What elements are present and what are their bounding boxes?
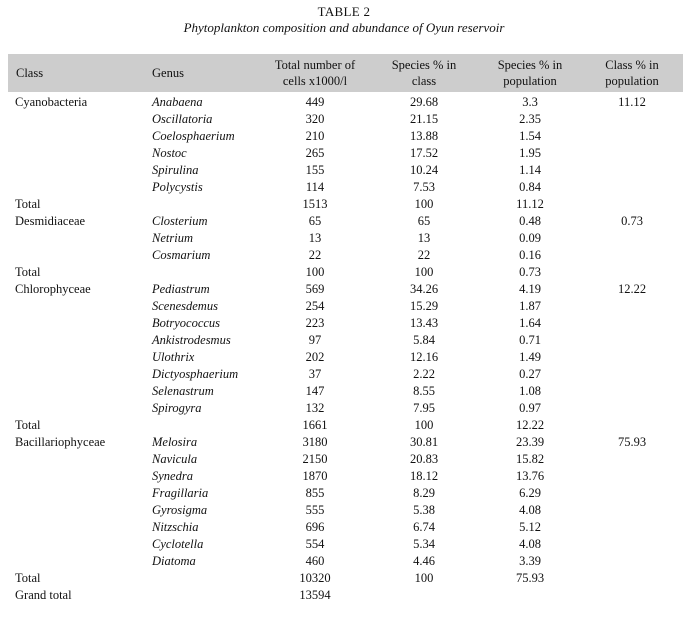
cell-genus: Polycystis: [152, 180, 203, 194]
cell-species-population: 0.73: [519, 265, 541, 279]
cell-species-class: 10.24: [409, 163, 439, 177]
cell-species-population: 1.08: [519, 384, 541, 398]
cell-class: Chlorophyceae: [15, 282, 91, 296]
cell-genus: Diatoma: [152, 554, 196, 568]
header-class-population-line1: Class % in: [605, 58, 659, 72]
cell-class-population: 11.12: [618, 95, 646, 109]
cell-species-population: 6.29: [519, 486, 541, 500]
cell-class: Total: [15, 418, 41, 432]
cell-species-class: 8.29: [413, 486, 435, 500]
cell-species-class: 100: [414, 418, 434, 432]
cell-genus: Ankistrodesmus: [152, 333, 231, 347]
header-total-cells-line1: Total number of: [274, 58, 356, 72]
table-row: [0, 162, 688, 179]
cell-species-population: 1.49: [519, 350, 541, 364]
cell-species-class: 13.88: [409, 129, 439, 143]
cell-genus: Coelosphaerium: [152, 129, 235, 143]
cell-total-cells: 223: [305, 316, 325, 330]
table-row: [0, 111, 688, 128]
cell-total-cells: 696: [305, 520, 325, 534]
cell-genus: Synedra: [152, 469, 193, 483]
table-row: [0, 349, 688, 366]
cell-total-cells: 1661: [302, 418, 328, 432]
cell-genus: Selenastrum: [152, 384, 214, 398]
cell-species-population: 4.08: [519, 503, 541, 517]
cell-species-class: 100: [414, 197, 434, 211]
cell-class-population: 0.73: [621, 214, 643, 228]
cell-total-cells: 555: [305, 503, 325, 517]
table-row: [0, 587, 688, 604]
cell-total-cells: 449: [305, 95, 325, 109]
table-row: [0, 468, 688, 485]
cell-total-cells: 13594: [299, 588, 331, 602]
cell-genus: Melosira: [152, 435, 198, 449]
cell-species-class: 34.26: [409, 282, 439, 296]
cell-total-cells: 22: [308, 248, 322, 262]
cell-total-cells: 2150: [302, 452, 328, 466]
cell-species-class: 8.55: [413, 384, 435, 398]
table-subtitle: Phytoplankton composition and abundance of Oyun reservoir: [183, 20, 505, 35]
cell-species-class: 20.83: [409, 452, 439, 466]
cell-species-class: 7.53: [413, 180, 435, 194]
cell-species-population: 3.3: [522, 95, 538, 109]
table-row: [0, 145, 688, 162]
cell-genus: Netrium: [152, 231, 193, 245]
cell-species-population: 23.39: [515, 435, 545, 449]
cell-total-cells: 569: [305, 282, 325, 296]
cell-total-cells: 37: [308, 367, 322, 381]
cell-class: Total: [15, 265, 41, 279]
cell-species-class: 18.12: [409, 469, 439, 483]
cell-species-population: 0.16: [519, 248, 541, 262]
cell-total-cells: 132: [305, 401, 325, 415]
cell-genus: Closterium: [152, 214, 208, 228]
cell-species-class: 17.52: [409, 146, 439, 160]
table-row: [0, 536, 688, 553]
cell-genus: Nostoc: [152, 146, 187, 160]
cell-species-population: 2.35: [519, 112, 541, 126]
table-row: [0, 179, 688, 196]
cell-species-population: 1.64: [519, 316, 541, 330]
table-row: [0, 298, 688, 315]
cell-class: Bacillariophyceae: [15, 435, 106, 449]
cell-genus: Ulothrix: [152, 350, 195, 364]
cell-class-population: 75.93: [617, 435, 647, 449]
cell-class: Total: [15, 197, 41, 211]
header-species-class: [379, 57, 469, 89]
cell-species-population: 4.08: [519, 537, 541, 551]
header-total-cells-line2: cells x1000/l: [282, 74, 348, 88]
cell-total-cells: 254: [305, 299, 325, 313]
cell-total-cells: 65: [308, 214, 322, 228]
table-row: [0, 213, 688, 230]
table-title: TABLE 2: [317, 4, 371, 19]
cell-species-population: 0.71: [519, 333, 541, 347]
cell-species-population: 13.76: [515, 469, 545, 483]
table-row: [0, 451, 688, 468]
cell-total-cells: 13: [308, 231, 322, 245]
table-row: [0, 230, 688, 247]
cell-total-cells: 100: [305, 265, 325, 279]
table-row: [0, 553, 688, 570]
header-class: Class: [16, 66, 44, 80]
table-row: [0, 434, 688, 451]
cell-genus: Oscillatoria: [152, 112, 213, 126]
cell-species-class: 2.22: [413, 367, 435, 381]
cell-genus: Gyrosigma: [152, 503, 208, 517]
header-species-class-line1: Species % in: [391, 58, 457, 72]
header-genus: Genus: [152, 66, 184, 80]
cell-total-cells: 855: [305, 486, 325, 500]
cell-genus: Fragillaria: [152, 486, 209, 500]
cell-genus: Anabaena: [152, 95, 203, 109]
cell-species-population: 0.97: [519, 401, 541, 415]
cell-total-cells: 1870: [302, 469, 328, 483]
cell-species-population: 4.19: [519, 282, 541, 296]
cell-total-cells: 1513: [302, 197, 328, 211]
table-row: [0, 247, 688, 264]
cell-species-population: 3.39: [519, 554, 541, 568]
table-header: [8, 54, 683, 92]
cell-species-class: 100: [414, 571, 434, 585]
cell-total-cells: 265: [305, 146, 325, 160]
cell-total-cells: 554: [305, 537, 325, 551]
cell-species-class: 5.38: [413, 503, 435, 517]
cell-species-class: 5.34: [413, 537, 435, 551]
cell-species-class: 15.29: [409, 299, 439, 313]
cell-species-population: 0.84: [519, 180, 541, 194]
header-species-population-line2: population: [503, 74, 557, 88]
cell-genus: Cyclotella: [152, 537, 204, 551]
table-row: [0, 366, 688, 383]
cell-species-class: 21.15: [409, 112, 439, 126]
header-species-population: [485, 57, 575, 89]
cell-species-class: 65: [417, 214, 431, 228]
cell-genus: Nitzschia: [152, 520, 199, 534]
cell-genus: Scenesdemus: [152, 299, 218, 313]
table-row: [0, 196, 688, 213]
cell-total-cells: 147: [305, 384, 325, 398]
cell-species-class: 5.84: [413, 333, 435, 347]
cell-species-class: 6.74: [413, 520, 435, 534]
cell-species-class: 12.16: [409, 350, 439, 364]
cell-total-cells: 97: [308, 333, 322, 347]
cell-total-cells: 10320: [299, 571, 331, 585]
cell-species-population: 0.48: [519, 214, 541, 228]
cell-species-class: 29.68: [409, 95, 439, 109]
cell-genus: Spirulina: [152, 163, 199, 177]
cell-species-population: 12.22: [515, 418, 545, 432]
cell-species-population: 1.87: [519, 299, 541, 313]
cell-total-cells: 320: [305, 112, 325, 126]
cell-genus: Pediastrum: [152, 282, 210, 296]
cell-species-class: 4.46: [413, 554, 435, 568]
table-row: [0, 485, 688, 502]
cell-species-population: 1.54: [519, 129, 541, 143]
header-class-population-line2: population: [605, 74, 659, 88]
header-species-population-line1: Species % in: [497, 58, 563, 72]
table-row: [0, 400, 688, 417]
header-species-class-line2: class: [411, 74, 437, 88]
cell-total-cells: 114: [305, 180, 325, 194]
cell-class: Cyanobacteria: [15, 95, 88, 109]
cell-genus: Botryococcus: [152, 316, 221, 330]
cell-species-population: 15.82: [515, 452, 545, 466]
table-row: [0, 417, 688, 434]
table-row: [0, 502, 688, 519]
cell-species-population: 75.93: [515, 571, 545, 585]
table-row: [0, 94, 688, 111]
cell-species-population: 1.95: [519, 146, 541, 160]
table-row: [0, 570, 688, 587]
cell-species-class: 30.81: [409, 435, 439, 449]
table-row: [0, 519, 688, 536]
cell-total-cells: 3180: [302, 435, 328, 449]
cell-total-cells: 210: [305, 129, 325, 143]
cell-species-population: 11.12: [516, 197, 544, 211]
cell-genus: Spirogyra: [152, 401, 202, 415]
cell-species-population: 1.14: [519, 163, 541, 177]
cell-genus: Navicula: [152, 452, 198, 466]
cell-species-class: 7.95: [413, 401, 435, 415]
header-class-population: [587, 57, 677, 89]
header-total-cells: [270, 57, 360, 89]
cell-species-population: 5.12: [519, 520, 541, 534]
cell-genus: Cosmarium: [152, 248, 211, 262]
cell-species-class: 22: [417, 248, 431, 262]
cell-species-class: 100: [414, 265, 434, 279]
cell-total-cells: 202: [305, 350, 325, 364]
cell-total-cells: 460: [305, 554, 325, 568]
cell-class-population: 12.22: [617, 282, 647, 296]
cell-total-cells: 155: [305, 163, 325, 177]
cell-species-class: 13.43: [409, 316, 439, 330]
cell-species-population: 0.09: [519, 231, 541, 245]
table-row: [0, 128, 688, 145]
table-row: [0, 281, 688, 298]
cell-species-population: 0.27: [519, 367, 541, 381]
table-row: [0, 383, 688, 400]
cell-class: Grand total: [15, 588, 72, 602]
cell-species-class: 13: [417, 231, 431, 245]
cell-class: Desmidiaceae: [15, 214, 86, 228]
cell-genus: Dictyosphaerium: [152, 367, 239, 381]
table-row: [0, 315, 688, 332]
table-row: [0, 332, 688, 349]
table-row: [0, 264, 688, 281]
cell-class: Total: [15, 571, 41, 585]
